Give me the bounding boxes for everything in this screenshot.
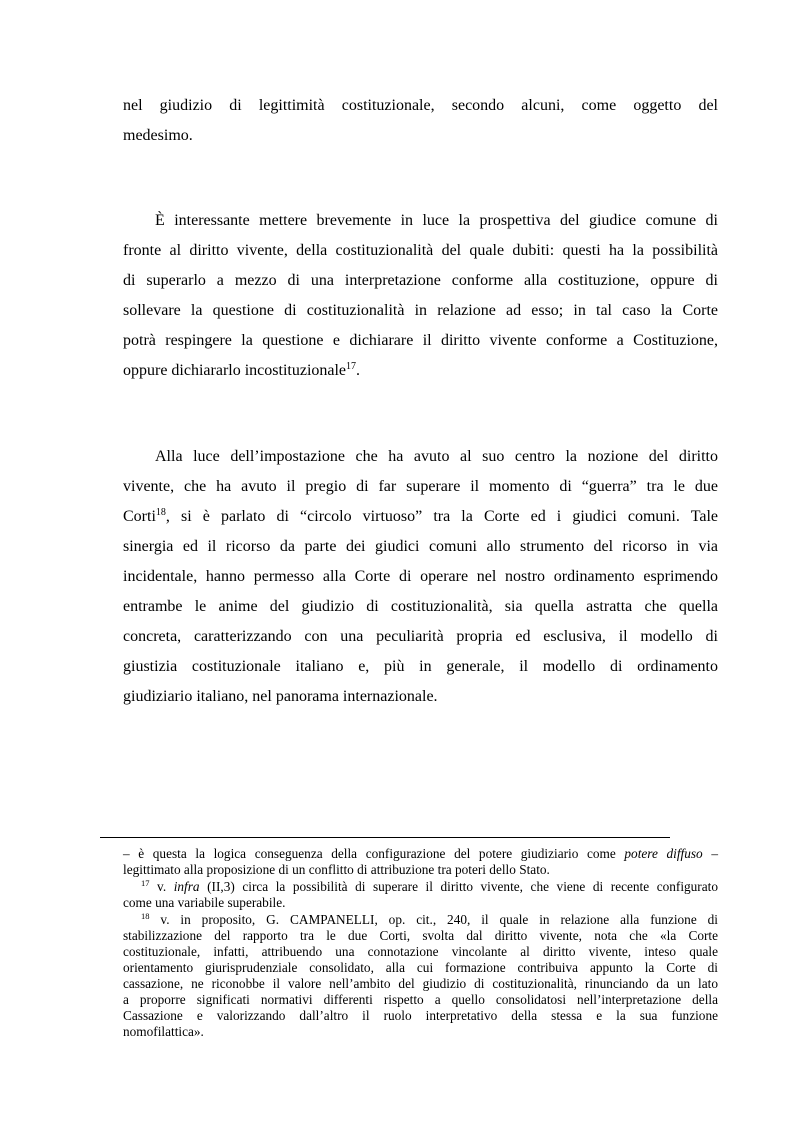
line-text: Corti: [123, 508, 156, 525]
paragraph-line: nel giudizio di legittimità costituzionale, secondo alcuni, come oggetto del: [123, 97, 718, 114]
footnote-line: orientamento giurisprudenziale consolidato, alla cui formazione contribuiva appunto la Corte di: [123, 960, 718, 975]
line-text: , si è parlato di “circolo virtuoso” tra la Corte ed i giudici comuni. Tale: [165, 508, 718, 525]
paragraph-line: sinergia ed il ricorso da parte dei giudici comuni allo strumento del ricorso in via: [123, 538, 718, 555]
footnote-text: v.: [149, 879, 174, 894]
footnote-line: nomofilattica».: [123, 1024, 204, 1039]
footnote-line: costituzionale, infatti, attribuendo una connotazione vincolante al diritto vivente, inteso quale: [123, 944, 718, 959]
footnote-text: (II,3) circa la possibilità di superare il diritto vivente, che viene di recente configurato: [199, 879, 718, 894]
footnote-line: stabilizzazione del rapporto tra le due Corti, svolta dal diritto vivente, nota che «la Corte: [123, 928, 718, 943]
paragraph-line: medesimo.: [123, 127, 193, 144]
paragraph-line: vivente, che ha avuto il pregio di far superare il momento di “guerra” tra le due: [123, 478, 718, 495]
paragraph-line: È interessante mettere brevemente in luce la prospettiva del giudice comune di: [155, 212, 718, 229]
line-text: oppure dichiararlo incostituzionale: [123, 362, 347, 379]
footnote-number: 17: [141, 878, 150, 888]
paragraph-line: incidentale, hanno permesso alla Corte di operare nel nostro ordinamento esprimendo: [123, 568, 718, 585]
footnote-line: [123, 846, 718, 862]
footnote-separator: [100, 837, 670, 838]
footnote-number: 18: [141, 911, 150, 921]
footnote-18: [141, 912, 718, 928]
footnote-text: v. in proposito, G. CAMPANELLI, op. cit., 240, il quale in relazione alla funzione di: [149, 912, 718, 927]
paragraph-line: [123, 361, 718, 381]
paragraph-line: sollevare la questione di costituzionalità in relazione ad esso; in tal caso la Corte: [123, 302, 718, 319]
footnote-line: a proporre significati normativi differenti rispetto a quello consolidatosi nell’interpretazione della: [123, 992, 718, 1007]
paragraph-line: fronte al diritto vivente, della costituzionalità del quale dubiti: questi ha la possibilità: [123, 242, 718, 259]
footnote-emphasis: potere diffuso: [624, 846, 703, 861]
paragraph-line: Alla luce dell’impostazione che ha avuto al suo centro la nozione del diritto: [155, 448, 718, 465]
footnote-17: [141, 879, 718, 895]
paragraph-line: entrambe le anime del giudizio di costituzionalità, sia quella astratta che quella: [123, 598, 718, 615]
footnote-line: Cassazione e valorizzando dall’altro il ruolo interpretativo della stessa e la sua funzione: [123, 1008, 718, 1023]
paragraph-line: giustizia costituzionale italiano e, più in generale, il modello di ordinamento: [123, 658, 718, 675]
footnote-ref-18[interactable]: 18: [155, 507, 166, 518]
paragraph-line: potrà respingere la questione e dichiarare il diritto vivente conforme a Costituzione,: [123, 332, 718, 349]
footnote-line: legittimato alla proposizione di un conflitto di attribuzione tra poteri dello Stato.: [123, 862, 550, 877]
line-text: .: [356, 362, 361, 379]
paragraph-line: giudiziario italiano, nel panorama internazionale.: [123, 688, 438, 705]
footnote-text: –: [702, 846, 718, 861]
paragraph-line: di superarlo a mezzo di una interpretazione conforme alla costituzione, oppure di: [123, 272, 718, 289]
paragraph-line: concreta, caratterizzando con una peculiarità propria ed esclusiva, il modello di: [123, 628, 718, 645]
paragraph-line: [123, 507, 718, 527]
footnote-line: cassazione, ne riconobbe il valore nell’ambito del giudizio di costituzionalità, rinunciando da un lato: [123, 976, 718, 991]
footnote-line: come una variabile superabile.: [123, 895, 286, 910]
footnote-ref-17[interactable]: 17: [346, 361, 357, 372]
footnote-text: – è questa la logica conseguenza della configurazione del potere giudiziario come: [123, 846, 625, 861]
footnote-emphasis: infra: [173, 879, 200, 894]
